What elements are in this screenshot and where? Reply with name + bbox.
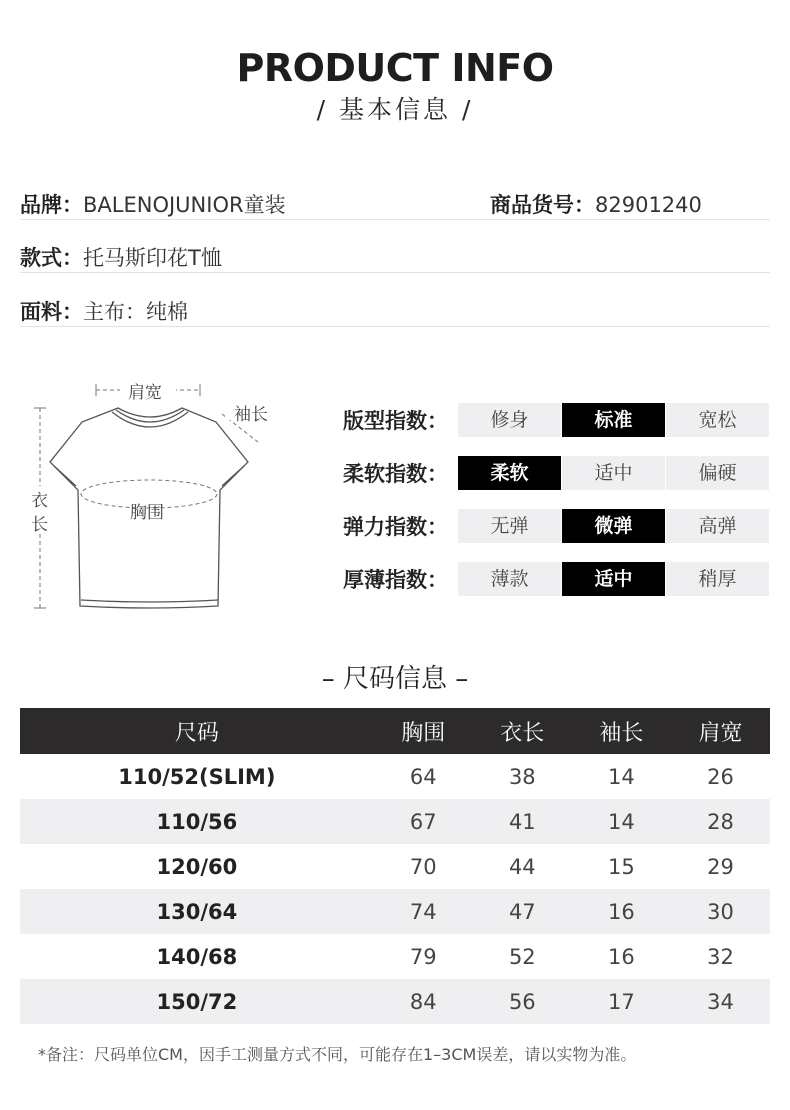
size-cell: 150/72 (20, 979, 374, 1024)
table-row (20, 844, 770, 889)
size-cell: 110/56 (20, 799, 374, 844)
length-label-2: 长 (31, 515, 48, 535)
header-cell: 袖长 (572, 708, 671, 754)
value-cell: 64 (409, 764, 437, 789)
size-cell: 120/60 (156, 854, 238, 879)
value-cell: 47 (473, 889, 572, 934)
value-cell: 74 (374, 889, 473, 934)
size-table-header (20, 708, 770, 754)
value-cell: 84 (374, 979, 473, 1024)
value-cell: 30 (671, 889, 770, 934)
table-row (20, 799, 770, 844)
index-option-selected: 微弹 (562, 509, 665, 543)
info-row-fabric (20, 296, 770, 326)
size-cell: 140/68 (156, 944, 238, 969)
header-cell: 胸围 (374, 708, 473, 754)
value-cell: 79 (409, 944, 437, 969)
index-row-softness (343, 456, 773, 490)
brand-label: 品牌： (20, 193, 83, 217)
value-cell: 26 (707, 764, 734, 789)
index-option-selected: 标准 (562, 403, 665, 437)
value-cell: 29 (707, 854, 734, 879)
chest-label: 胸围 (130, 503, 164, 523)
fabric-label: 面料： (20, 300, 83, 324)
index-option: 薄款 (458, 562, 561, 596)
value-cell: 16 (572, 889, 671, 934)
brand-value: BALENOJUNIOR童装 (83, 193, 286, 217)
index-option: 宽松 (666, 403, 769, 437)
fabric-value: 主布：纯棉 (83, 300, 188, 324)
value-cell: 41 (473, 799, 572, 844)
index-row-elasticity (343, 509, 773, 543)
sku-value: 82901240 (595, 193, 702, 217)
info-row-brand (20, 189, 770, 219)
divider (20, 272, 770, 273)
value-cell: 67 (374, 799, 473, 844)
index-option: 稍厚 (666, 562, 769, 596)
header-cell: 肩宽 (671, 708, 770, 754)
value-cell: 56 (473, 979, 572, 1024)
index-row-fit (343, 403, 773, 437)
sku-label: 商品货号： (490, 193, 595, 217)
table-row (20, 934, 770, 979)
index-option-selected: 柔软 (458, 456, 561, 490)
divider (20, 326, 770, 327)
index-option: 偏硬 (666, 456, 769, 490)
value-cell: 52 (508, 944, 536, 969)
style-label: 款式： (20, 246, 83, 270)
tshirt-measure-diagram (20, 370, 300, 620)
index-label: 厚薄指数： (343, 568, 448, 592)
size-table (20, 708, 770, 1024)
table-row (20, 889, 770, 934)
info-row-style (20, 242, 770, 272)
style-value: 托马斯印花T恤 (83, 246, 222, 270)
index-label: 弹力指数： (343, 515, 448, 539)
value-cell: 28 (671, 799, 770, 844)
size-cell: 130/64 (20, 889, 374, 934)
size-section-title: – 尺码信息 – (321, 664, 469, 694)
shoulder-label: 肩宽 (128, 383, 162, 403)
size-note: *备注：尺码单位CM，因手工测量方式不同，可能存在1–3CM误差，请以实物为准。 (38, 1045, 637, 1064)
header-cell: 尺码 (20, 708, 374, 754)
value-cell: 17 (572, 979, 671, 1024)
value-cell: 15 (608, 854, 635, 879)
table-row (20, 754, 770, 799)
value-cell: 14 (572, 799, 671, 844)
sku-info (490, 189, 702, 219)
index-option: 高弹 (666, 509, 769, 543)
index-row-thickness (343, 562, 773, 596)
length-label-1: 衣 (31, 491, 48, 511)
value-cell: 70 (409, 854, 437, 879)
value-cell: 38 (508, 764, 536, 789)
page-title: PRODUCT INFO (236, 46, 554, 90)
value-cell: 44 (508, 854, 536, 879)
index-option: 修身 (458, 403, 561, 437)
value-cell: 34 (671, 979, 770, 1024)
index-option: 适中 (562, 456, 665, 490)
sleeve-label: 袖长 (234, 405, 268, 425)
table-row (20, 979, 770, 1024)
index-label: 版型指数： (343, 409, 448, 433)
index-label: 柔软指数： (343, 462, 448, 486)
size-cell: 110/52(SLIM) (118, 764, 276, 789)
header-cell: 衣长 (473, 708, 572, 754)
divider (20, 219, 770, 220)
value-cell: 14 (608, 764, 635, 789)
value-cell: 16 (608, 944, 635, 969)
value-cell: 32 (707, 944, 734, 969)
index-option-selected: 适中 (562, 562, 665, 596)
page-subtitle: / 基本信息 / (316, 95, 474, 124)
index-option: 无弹 (458, 509, 561, 543)
